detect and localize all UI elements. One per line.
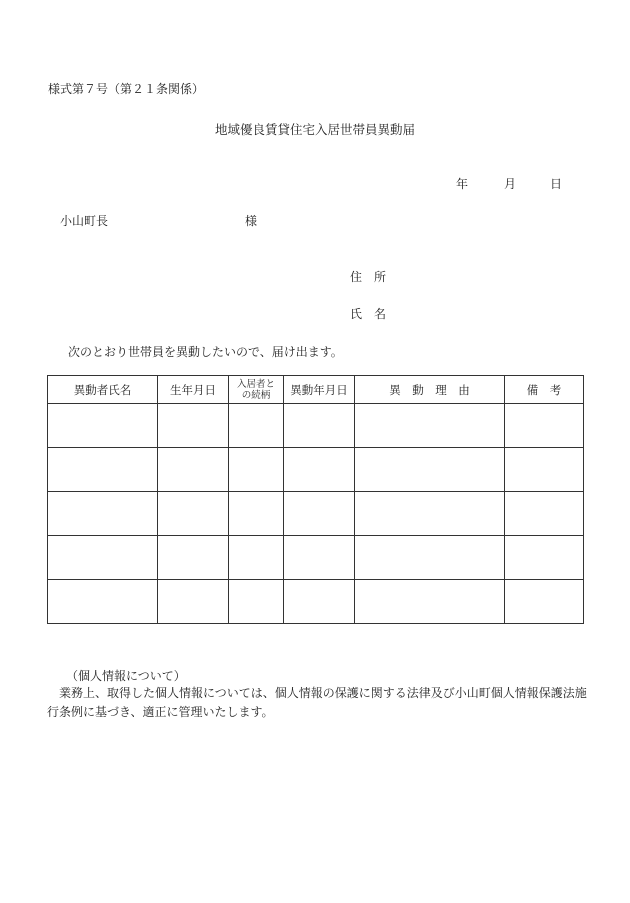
table-cell[interactable] — [505, 580, 584, 624]
document-title: 地域優良賃貸住宅入居世帯員異動届 — [214, 122, 415, 137]
header-change-reason: 異 動 理 由 — [355, 376, 505, 404]
table-cell[interactable] — [158, 492, 229, 536]
table-row — [48, 404, 584, 448]
table-cell[interactable] — [48, 404, 158, 448]
table-cell[interactable] — [158, 580, 229, 624]
header-relationship-line1: 入居者と — [236, 378, 275, 390]
table-cell[interactable] — [355, 492, 505, 536]
table-cell[interactable] — [284, 580, 355, 624]
table-cell[interactable] — [284, 404, 355, 448]
privacy-heading: （個人情報について） — [66, 669, 186, 683]
table-cell[interactable] — [48, 492, 158, 536]
table-cell[interactable] — [284, 448, 355, 492]
table-cell[interactable] — [284, 492, 355, 536]
table-cell[interactable] — [505, 492, 584, 536]
table-cell[interactable] — [229, 448, 284, 492]
table-cell[interactable] — [229, 536, 284, 580]
address-label: 住 所 — [350, 270, 387, 284]
table-cell[interactable] — [229, 580, 284, 624]
table-cell[interactable] — [229, 404, 284, 448]
change-table — [47, 375, 584, 624]
privacy-body — [47, 684, 587, 722]
table-row — [48, 492, 584, 536]
table-cell[interactable] — [158, 448, 229, 492]
table-cell[interactable] — [355, 448, 505, 492]
header-remarks: 備 考 — [505, 376, 584, 404]
table-cell[interactable] — [505, 536, 584, 580]
addressee-honorific: 様 — [245, 214, 258, 228]
table-header-row — [48, 376, 584, 404]
name-label: 氏 名 — [350, 307, 387, 321]
notice-text: 次のとおり世帯員を異動したいので、届け出ます。 — [68, 345, 343, 359]
header-relationship — [229, 376, 284, 404]
date-day-label: 日 — [550, 177, 563, 191]
header-relationship-line2: の続柄 — [241, 389, 271, 401]
table-cell[interactable] — [158, 404, 229, 448]
table-cell[interactable] — [505, 448, 584, 492]
header-change-date: 異動年月日 — [284, 376, 355, 404]
table-row — [48, 580, 584, 624]
header-person-name: 異動者氏名 — [48, 376, 158, 404]
table-row — [48, 448, 584, 492]
date-month-label: 月 — [504, 177, 517, 191]
table-cell[interactable] — [158, 536, 229, 580]
header-birth-date: 生年月日 — [158, 376, 229, 404]
privacy-body-text: 業務上、取得した個人情報については、個人情報の保護に関する法律及び小山町個人情報保護法施行条例に基づき、適正に管理いたします。 — [47, 686, 587, 719]
table-cell[interactable] — [48, 580, 158, 624]
table-cell[interactable] — [229, 492, 284, 536]
table-cell[interactable] — [284, 536, 355, 580]
date-year-label: 年 — [456, 177, 469, 191]
table-cell[interactable] — [48, 536, 158, 580]
addressee-name: 小山町長 — [60, 214, 109, 228]
form-number: 様式第７号（第２１条関係） — [48, 82, 205, 96]
table-row — [48, 536, 584, 580]
table-cell[interactable] — [505, 404, 584, 448]
table-cell[interactable] — [355, 536, 505, 580]
table-cell[interactable] — [355, 404, 505, 448]
table-cell[interactable] — [48, 448, 158, 492]
table-cell[interactable] — [355, 580, 505, 624]
